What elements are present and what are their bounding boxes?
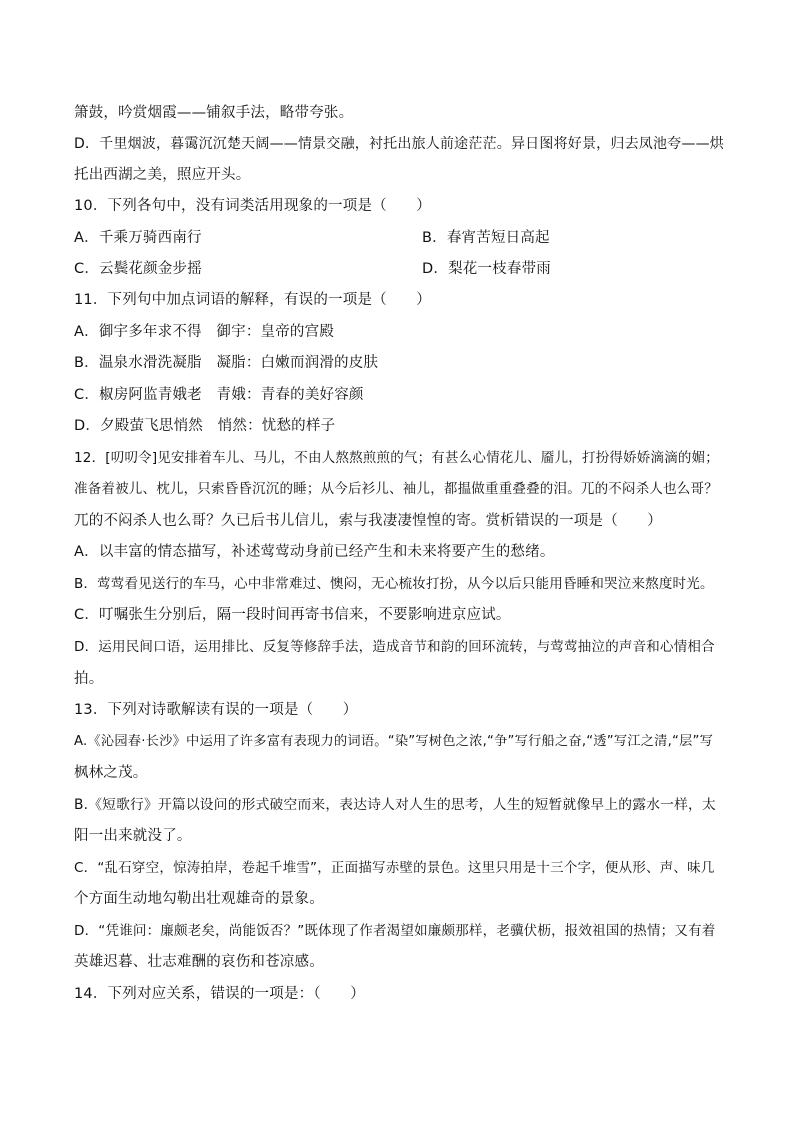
q13-option-c-line2: 个方面生动地勾勒出壮观雄奇的景象。	[74, 891, 324, 907]
q10-option-d: D．梨花一枝春带雨	[422, 261, 551, 277]
q12-stem-line3: 兀的不闷杀人也么哥？久已后书儿信儿，索与我凄凄惶惶的寄。赏析错误的一项是（ ）	[74, 513, 662, 529]
q10-options-row2	[74, 259, 724, 279]
q11-option-a: A．御宇多年求不得 御宇：皇帝的宫殿	[74, 324, 335, 340]
q13-option-c-line1: C．“乱石穿空，惊涛拍岸，卷起千堆雪”，正面描写赤壁的景色。这里只用是十三个字，便从形、声、味几	[74, 860, 715, 876]
q10-option-c: C．云鬓花颜金步摇	[74, 261, 202, 277]
q12-option-a: A．以丰富的情态描写，补述莺莺动身前已经产生和未来将要产生的愁绪。	[74, 544, 555, 560]
q13-option-d-line2: 英雄迟暮、壮志难酬的哀伤和苍凉感。	[74, 954, 324, 970]
q11-option-b: B．温泉水滑洗凝脂 凝脂：白嫩而润滑的皮肤	[74, 355, 379, 371]
q13-option-b-line2: 阳一出来就没了。	[74, 828, 192, 844]
q13-stem: 13．下列对诗歌解读有误的一项是（ ）	[74, 702, 358, 718]
q10-option-a: A．千乘万骑西南行	[74, 230, 202, 246]
q10-stem: 10．下列各句中，没有词类活用现象的一项是（ ）	[74, 198, 431, 214]
q12-option-d-line2: 拍。	[74, 671, 104, 687]
q13-option-d-line1: D．“凭谁问：廉颇老矣，尚能饭否？”既体现了作者渴望如廉颇那样，老骥伏枥，报效祖国的热情；又有着	[74, 923, 716, 939]
q12-stem-line1: 12．[叨叨令]见安排着车儿、马儿，不由人熬熬煎煎的气；有甚么心情花儿、靥儿，打扮得娇娇滴滴的媚；	[74, 450, 720, 466]
q9-option-c-tail: 箫鼓，吟赏烟霞——铺叙手法，略带夸张。	[74, 105, 354, 121]
q10-options-row1	[74, 228, 724, 248]
q11-stem: 11．下列句中加点词语的解释，有误的一项是（ ）	[74, 292, 431, 308]
q10-option-b: B．春宵苦短日高起	[422, 230, 550, 246]
q9-option-d-line1: D．千里烟波，暮霭沉沉楚天阔——情景交融，衬托出旅人前途茫茫。异日图将好景，归去凤池夸——烘	[74, 136, 724, 152]
q12-option-d-line1: D．运用民间口语，运用排比、反复等修辞手法，造成音节和韵的回环流转，与莺莺抽泣的声音和心情相合	[74, 639, 715, 655]
q12-option-b: B．莺莺看见送行的车马，心中非常难过、懊闷，无心梳妆打扮，从今以后只能用昏睡和哭泣来熬度时光。	[74, 576, 714, 592]
q9-option-d-line2: 托出西湖之美，照应开头。	[74, 167, 251, 183]
q11-option-c: C．椒房阿监青娥老 青娥：青春的美好容颜	[74, 387, 364, 403]
q12-stem-line2: 准备着被儿、枕儿，只索昏昏沉沉的睡；从今后衫儿、袖儿，都揾做重重叠叠的泪。兀的不闷杀人也么哥？	[74, 481, 718, 497]
q13-option-b-line1: B.《短歌行》开篇以设问的形式破空而来，表达诗人对人生的思考，人生的短暂就像早上的露水一样，太	[74, 797, 716, 813]
q11-option-d: D．夕殿萤飞思悄然 悄然：忧愁的样子	[74, 418, 336, 434]
q12-option-c: C．叮嘱张生分别后，隔一段时间再寄书信来，不要影响进京应试。	[74, 607, 511, 623]
q14-stem: 14．下列对应关系，错误的一项是：（ ）	[74, 986, 365, 1002]
q13-option-a-line2: 枫林之茂。	[74, 765, 148, 781]
q13-option-a-line1: A.《沁园春·长沙》中运用了许多富有表现力的词语。“染”写树色之浓,“争”写行船之奋,“透”写江之清,“层”写	[74, 734, 714, 749]
